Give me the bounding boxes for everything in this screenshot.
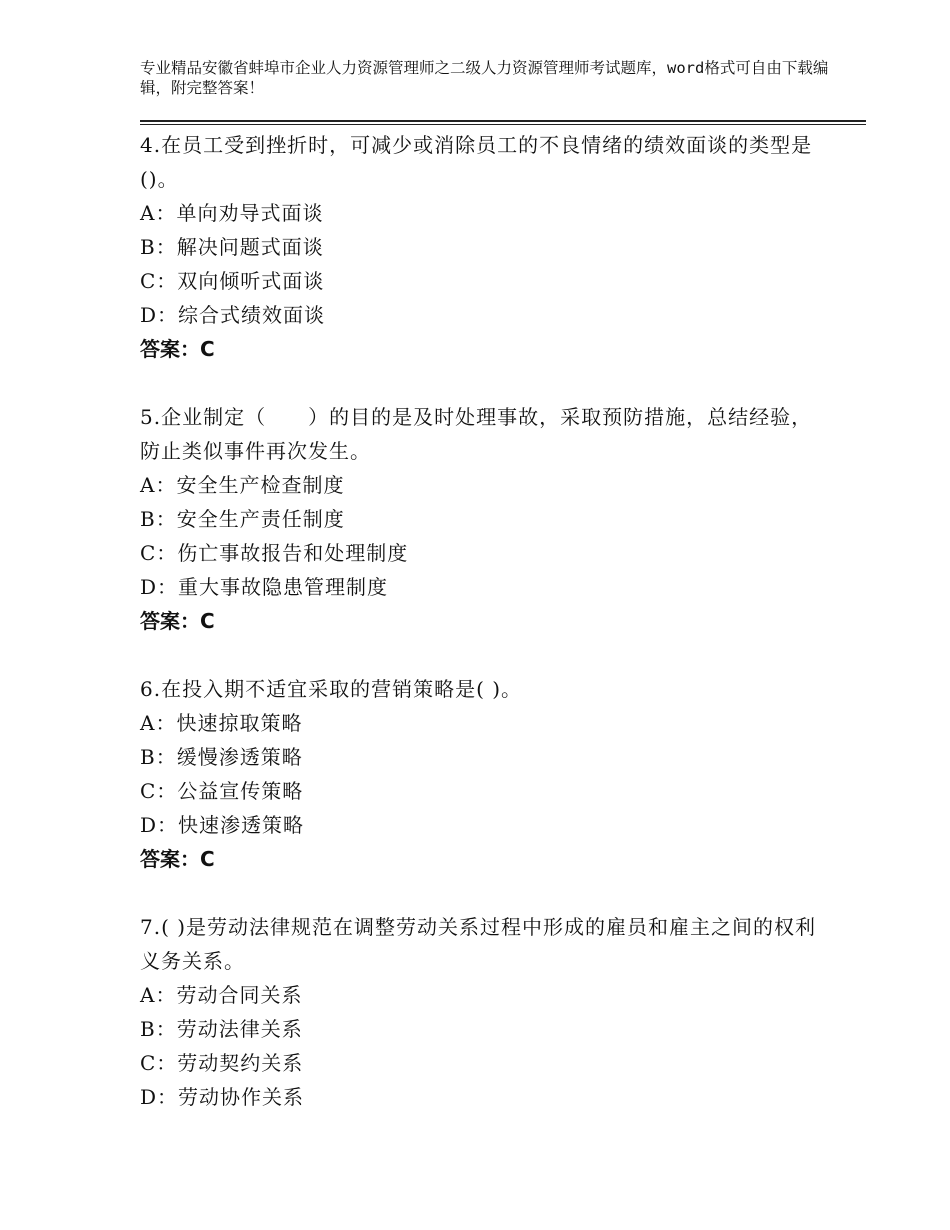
answer-label: 答案：C [140,337,215,361]
option-d: D：快速渗透策略 [140,813,305,837]
option-c: C：伤亡事故报告和处理制度 [140,541,409,565]
question-stem: 4.在员工受到挫折时，可减少或消除员工的不良情绪的绩效面谈的类型是()。 [140,133,813,191]
option-a: A：安全生产检查制度 [140,473,345,497]
question-7 [140,910,830,1114]
question-stem: 6.在投入期不适宜采取的营销策略是( )。 [140,677,523,701]
option-a: A：劳动合同关系 [140,983,303,1007]
option-a: A：单向劝导式面谈 [140,201,324,225]
option-c: C：劳动契约关系 [140,1051,304,1075]
option-b: B：解决问题式面谈 [140,235,324,259]
question-4 [140,128,830,366]
question-5 [140,400,830,638]
question-6 [140,672,830,876]
question-stem: 5.企业制定（ ）的目的是及时处理事故，采取预防措施，总结经验，防止类似事件再次发生。 [140,405,813,463]
answer-label: 答案：C [140,609,215,633]
option-b: B：缓慢渗透策略 [140,745,303,769]
option-c: C：公益宣传策略 [140,779,304,803]
document-header: 专业精品安徽省蚌埠市企业人力资源管理师之二级人力资源管理师考试题库，word格式可自由下载编辑，附完整答案！ [140,59,829,97]
option-b: B：劳动法律关系 [140,1017,303,1041]
option-d: D：劳动协作关系 [140,1085,305,1109]
option-d: D：综合式绩效面谈 [140,303,326,327]
question-list [140,128,830,1114]
option-b: B：安全生产责任制度 [140,507,345,531]
option-d: D：重大事故隐患管理制度 [140,575,389,599]
option-c: C：双向倾听式面谈 [140,269,325,293]
header-divider [140,120,866,122]
question-stem: 7.( )是劳动法律规范在调整劳动关系过程中形成的雇员和雇主之间的权利义务关系。 [140,915,817,973]
header-divider-thin [140,124,866,125]
answer-label: 答案：C [140,847,215,871]
option-a: A：快速掠取策略 [140,711,303,735]
